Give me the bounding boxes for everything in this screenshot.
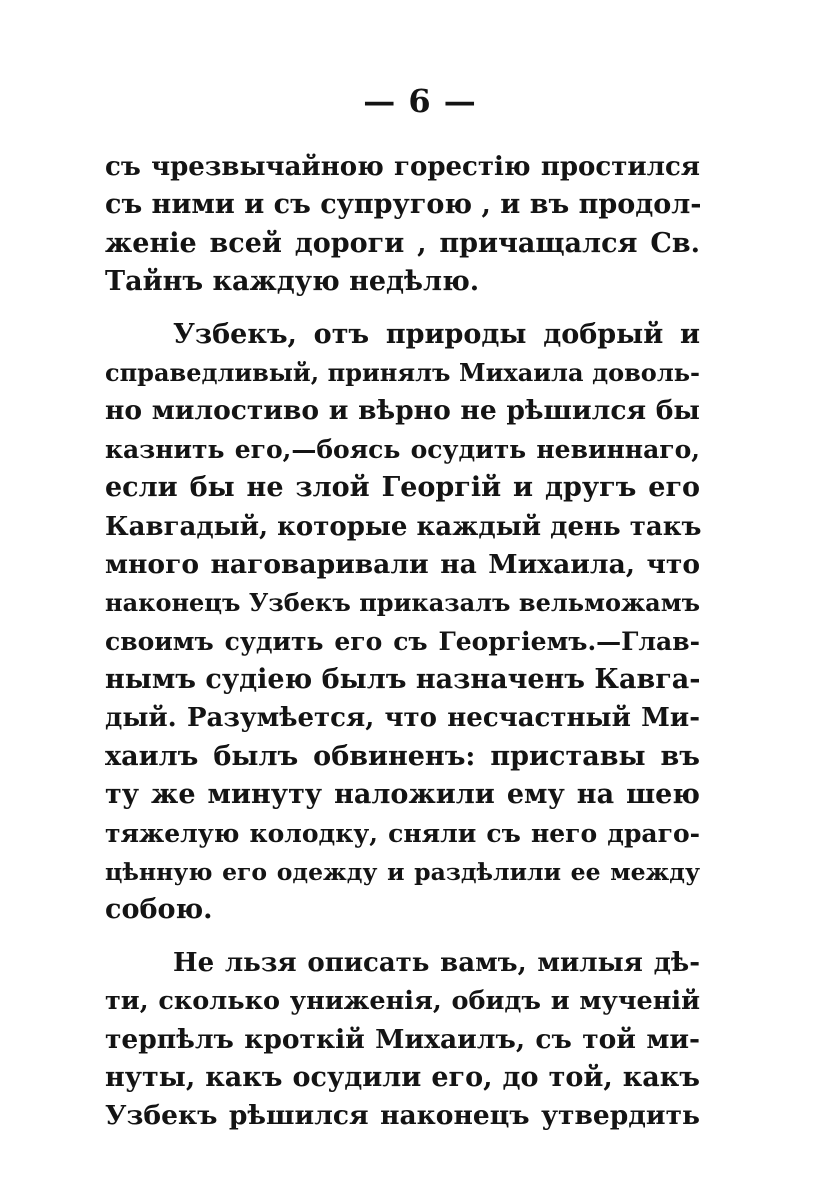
text-line: справедливый, принялъ Михаила доволь- — [105, 357, 700, 387]
text-line: Кавгадый, которые каждый день такъ — [105, 511, 702, 542]
text-line: собою. — [105, 894, 213, 926]
text-line: много наговаривали на Михаила, что — [105, 548, 700, 580]
text-line: но милостиво и вѣрно не рѣшился бы — [105, 395, 700, 427]
text-line: ту же минуту наложили ему на шею — [105, 779, 700, 811]
text-line: своимъ судить его съ Георгіемъ.—Глав- — [105, 626, 700, 656]
paragraph-1 — [105, 148, 700, 302]
body-text — [105, 148, 700, 1136]
text-line: Не льзя описать вамъ, милыя дѣ- — [173, 947, 700, 978]
text-line: если бы не злой Георгій и другъ его — [105, 472, 700, 504]
text-line: казнить его,—боясь осудить невиннаго, — [105, 434, 700, 464]
text-line: наконецъ Узбекъ приказалъ вельможамъ — [105, 588, 700, 618]
page-number: — 6 — — [363, 82, 477, 120]
text-line: терпѣлъ кроткій Михаилъ, съ той ми- — [105, 1023, 700, 1055]
text-line: дый. Разумѣется, что несчастный Ми- — [105, 703, 700, 734]
paragraph-2 — [105, 316, 700, 930]
text-line: цѣнную его одежду и раздѣлили ее между — [105, 858, 700, 887]
text-line: Узбекъ рѣшился наконецъ утвердить — [105, 1100, 700, 1132]
text-line: Узбекъ, отъ природы добрый и — [173, 318, 700, 350]
text-line: тяжелую колодку, сняли съ него драго- — [105, 818, 700, 848]
text-line: нымъ судіею былъ назначенъ Кавга- — [105, 664, 701, 696]
text-line: съ ними и съ супругою , и въ продол- — [105, 189, 702, 221]
text-line: съ чрезвычайною горестію простился — [105, 152, 700, 182]
paragraph-3 — [105, 944, 700, 1136]
text-line: хаилъ былъ обвиненъ: приставы въ — [105, 740, 700, 772]
text-line: Тайнъ каждую недѣлю. — [105, 266, 480, 298]
text-line: ти, сколько униженія, обидъ и мученій — [105, 986, 700, 1017]
text-line: женіе всей дороги , причащался Св. — [105, 227, 700, 259]
text-line: нуты, какъ осудили его, до той, какъ — [105, 1061, 700, 1093]
